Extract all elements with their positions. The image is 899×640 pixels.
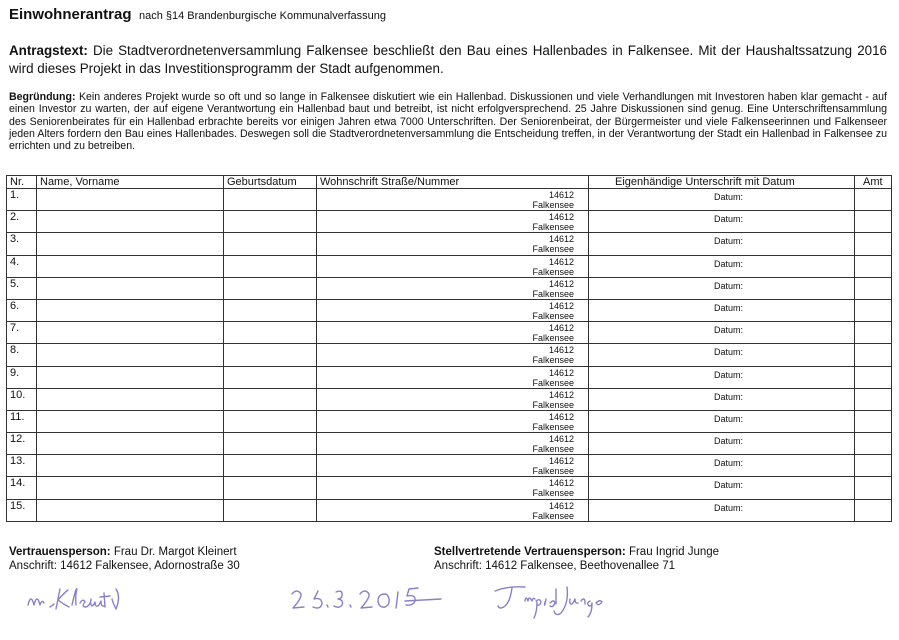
amt-cell	[855, 255, 892, 277]
amt-cell	[855, 433, 892, 455]
geburtsdatum-cell[interactable]	[224, 233, 317, 255]
antragstext-body: Die Stadtverordnetenversammlung Falkensee beschließt den Bau eines Hallenbades in Falkensee. Mit der Haushaltssatzung 2016 wird dieses Projekt in das Investitionsprogramm der Stadt aufgenommen.	[9, 43, 887, 76]
postal-code: 14612	[548, 256, 574, 267]
row-number: 12.	[7, 433, 37, 455]
amt-cell	[855, 344, 892, 366]
postal-code: 14612	[548, 456, 574, 467]
name-cell[interactable]	[37, 344, 224, 366]
signature-cell[interactable]	[589, 410, 855, 432]
amt-cell	[855, 388, 892, 410]
amt-cell	[855, 277, 892, 299]
begruendung-label: Begründung:	[9, 91, 76, 103]
form-title	[9, 6, 386, 24]
geburtsdatum-cell[interactable]	[224, 322, 317, 344]
address-cell[interactable]	[317, 299, 589, 321]
address-cell[interactable]	[317, 211, 589, 233]
signature-cell[interactable]	[589, 388, 855, 410]
table-row	[7, 477, 892, 499]
postal-code: 14612	[548, 411, 574, 422]
row-number: 2.	[7, 211, 37, 233]
signature-cell[interactable]	[589, 366, 855, 388]
header-geburtsdatum: Geburtsdatum	[224, 176, 317, 189]
row-number: 4.	[7, 255, 37, 277]
table-row	[7, 211, 892, 233]
name-cell[interactable]	[37, 477, 224, 499]
form-title-legal-basis: nach §14 Brandenburgische Kommunalverfassung	[138, 10, 387, 22]
geburtsdatum-cell[interactable]	[224, 477, 317, 499]
name-cell[interactable]	[37, 499, 224, 521]
row-number: 8.	[7, 344, 37, 366]
signature-cell[interactable]	[589, 299, 855, 321]
datum-label: Datum:	[714, 302, 744, 313]
amt-cell	[855, 410, 892, 432]
vertrauensperson-label: Vertrauensperson:	[9, 546, 111, 558]
stellvertretende-anschrift: Anschrift: 14612 Falkensee, Beethovenallee 71	[434, 560, 676, 572]
address-cell[interactable]	[317, 433, 589, 455]
address-cell[interactable]	[317, 410, 589, 432]
name-cell[interactable]	[37, 255, 224, 277]
stellvertretende-label: Stellvertretende Vertrauensperson:	[434, 546, 626, 558]
postal-code: 14612	[548, 278, 574, 289]
datum-label: Datum:	[714, 347, 744, 358]
table-row	[7, 366, 892, 388]
signature-rows	[7, 189, 892, 522]
geburtsdatum-cell[interactable]	[224, 277, 317, 299]
city-name: Falkensee	[532, 355, 574, 366]
name-cell[interactable]	[37, 277, 224, 299]
table-row	[7, 344, 892, 366]
city-name: Falkensee	[532, 377, 574, 388]
row-number: 13.	[7, 455, 37, 477]
amt-cell	[855, 189, 892, 211]
header-nr: Nr.	[7, 176, 37, 189]
amt-cell	[855, 233, 892, 255]
address-cell[interactable]	[317, 233, 589, 255]
signature-cell[interactable]	[589, 277, 855, 299]
address-cell[interactable]	[317, 277, 589, 299]
name-cell[interactable]	[37, 455, 224, 477]
amt-cell	[855, 477, 892, 499]
name-cell[interactable]	[37, 433, 224, 455]
form-title-main: Einwohnerantrag	[9, 6, 132, 23]
datum-label: Datum:	[714, 391, 744, 402]
geburtsdatum-cell[interactable]	[224, 388, 317, 410]
datum-label: Datum:	[714, 502, 744, 513]
table-row	[7, 499, 892, 521]
postal-code: 14612	[548, 323, 574, 334]
postal-code: 14612	[548, 367, 574, 378]
city-name: Falkensee	[532, 222, 574, 233]
datum-label: Datum:	[714, 369, 744, 380]
postal-code: 14612	[548, 434, 574, 445]
row-number: 1.	[7, 189, 37, 211]
name-cell[interactable]	[37, 322, 224, 344]
amt-cell	[855, 299, 892, 321]
header-name: Name, Vorname	[37, 176, 224, 189]
address-cell[interactable]	[317, 322, 589, 344]
row-number: 5.	[7, 277, 37, 299]
geburtsdatum-cell[interactable]	[224, 410, 317, 432]
datum-label: Datum:	[714, 325, 744, 336]
datum-label: Datum:	[714, 214, 744, 225]
city-name: Falkensee	[532, 399, 574, 410]
row-number: 9.	[7, 366, 37, 388]
name-cell[interactable]	[37, 211, 224, 233]
name-cell[interactable]	[37, 189, 224, 211]
postal-code: 14612	[548, 478, 574, 489]
signature-table	[6, 175, 892, 522]
handwritten-signatures	[0, 575, 899, 637]
table-row	[7, 189, 892, 211]
city-name: Falkensee	[532, 466, 574, 477]
header-unterschrift: Eigenhändige Unterschrift mit Datum	[589, 176, 855, 189]
address-cell[interactable]	[317, 388, 589, 410]
geburtsdatum-cell[interactable]	[224, 189, 317, 211]
table-row	[7, 255, 892, 277]
table-row	[7, 388, 892, 410]
table-row	[7, 455, 892, 477]
vertrauensperson-block	[9, 545, 240, 573]
header-amt: Amt	[855, 176, 892, 189]
city-name: Falkensee	[532, 244, 574, 255]
postal-code: 14612	[548, 389, 574, 400]
row-number: 3.	[7, 233, 37, 255]
row-number: 6.	[7, 299, 37, 321]
name-cell[interactable]	[37, 388, 224, 410]
address-cell[interactable]	[317, 455, 589, 477]
address-cell[interactable]	[317, 477, 589, 499]
signature-cell[interactable]	[589, 322, 855, 344]
postal-code: 14612	[548, 190, 574, 200]
address-cell[interactable]	[317, 499, 589, 521]
antragstext-paragraph	[9, 42, 887, 78]
amt-cell	[855, 322, 892, 344]
datum-label: Datum:	[714, 236, 744, 247]
datum-label: Datum:	[714, 192, 744, 202]
row-number: 10.	[7, 388, 37, 410]
row-number: 11.	[7, 410, 37, 432]
city-name: Falkensee	[532, 488, 574, 499]
address-cell[interactable]	[317, 189, 589, 211]
geburtsdatum-cell[interactable]	[224, 499, 317, 521]
datum-label: Datum:	[714, 436, 744, 447]
city-name: Falkensee	[532, 200, 574, 210]
table-row	[7, 299, 892, 321]
geburtsdatum-cell[interactable]	[224, 455, 317, 477]
begruendung-paragraph	[9, 91, 887, 152]
signature-cell[interactable]	[589, 477, 855, 499]
city-name: Falkensee	[532, 266, 574, 277]
table-row	[7, 233, 892, 255]
signature-cell[interactable]	[589, 189, 855, 211]
postal-code: 14612	[548, 300, 574, 311]
signature-cell[interactable]	[589, 344, 855, 366]
header-wohnschrift: Wohnschrift Straße/Nummer	[317, 176, 589, 189]
geburtsdatum-cell[interactable]	[224, 433, 317, 455]
signature-cell[interactable]	[589, 433, 855, 455]
name-cell[interactable]	[37, 233, 224, 255]
vertrauensperson-name: Frau Dr. Margot Kleinert	[110, 546, 237, 558]
datum-label: Datum:	[714, 480, 744, 491]
row-number: 7.	[7, 322, 37, 344]
stellvertretende-vertrauensperson-block	[434, 545, 719, 573]
table-row	[7, 322, 892, 344]
amt-cell	[855, 366, 892, 388]
signature-cell[interactable]	[589, 255, 855, 277]
name-cell[interactable]	[37, 299, 224, 321]
postal-code: 14612	[548, 234, 574, 245]
amt-cell	[855, 499, 892, 521]
datum-label: Datum:	[714, 280, 744, 291]
table-row	[7, 433, 892, 455]
antragstext-label: Antragstext:	[9, 43, 88, 58]
row-number: 14.	[7, 477, 37, 499]
geburtsdatum-cell[interactable]	[224, 344, 317, 366]
name-cell[interactable]	[37, 366, 224, 388]
city-name: Falkensee	[532, 288, 574, 299]
city-name: Falkensee	[532, 310, 574, 321]
address-cell[interactable]	[317, 344, 589, 366]
table-row	[7, 277, 892, 299]
signature-cell[interactable]	[589, 233, 855, 255]
address-cell[interactable]	[317, 255, 589, 277]
postal-code: 14612	[548, 345, 574, 356]
table-row	[7, 410, 892, 432]
signature-cell[interactable]	[589, 211, 855, 233]
city-name: Falkensee	[532, 444, 574, 455]
vertrauensperson-anschrift: Anschrift: 14612 Falkensee, Adornostraße 30	[9, 560, 240, 572]
postal-code: 14612	[548, 212, 574, 223]
datum-label: Datum:	[714, 258, 744, 269]
city-name: Falkensee	[532, 333, 574, 344]
datum-label: Datum:	[714, 413, 744, 424]
amt-cell	[855, 211, 892, 233]
geburtsdatum-cell[interactable]	[224, 255, 317, 277]
table-header-row	[7, 176, 892, 189]
name-cell[interactable]	[37, 410, 224, 432]
geburtsdatum-cell[interactable]	[224, 299, 317, 321]
row-number: 15.	[7, 499, 37, 521]
city-name: Falkensee	[532, 510, 574, 521]
amt-cell	[855, 455, 892, 477]
stellvertretende-name: Frau Ingrid Junge	[625, 546, 720, 558]
geburtsdatum-cell[interactable]	[224, 211, 317, 233]
address-cell[interactable]	[317, 366, 589, 388]
geburtsdatum-cell[interactable]	[224, 366, 317, 388]
begruendung-body: Kein anderes Projekt wurde so oft und so lange in Falkensee diskutiert wie ein Hallenbad. Diskussionen und viele Verhandlungen mit Investoren haben klar gemacht - auf einen Investor zu warten, der auf eigene Verantwortung ein Hallenbad baut und betreibt, ist nicht erfolgversprechend. 25 Jahre Diskussionen sind genug. Eine Unterschriftensammlung des Seniorenbeirates für ein Hallenbad erbrachte bereits vor einigen Jahren etwa 7000 Unterschriften. Der Seniorenbeirat, der Bürgermeister und viele Falkenseerinnen und Falkenseer jeden Alters fordern den Bau eines Hallenbades. Deswegen soll die Stadtverordnetenversammlung die Entscheidung treffen, in der Verantwortung der Stadt ein Hallenbad in Falkensee zu errichten und zu betreiben.	[9, 91, 887, 153]
signature-cell[interactable]	[589, 499, 855, 521]
signature-cell[interactable]	[589, 455, 855, 477]
postal-code: 14612	[548, 500, 574, 511]
datum-label: Datum:	[714, 458, 744, 469]
city-name: Falkensee	[532, 421, 574, 432]
